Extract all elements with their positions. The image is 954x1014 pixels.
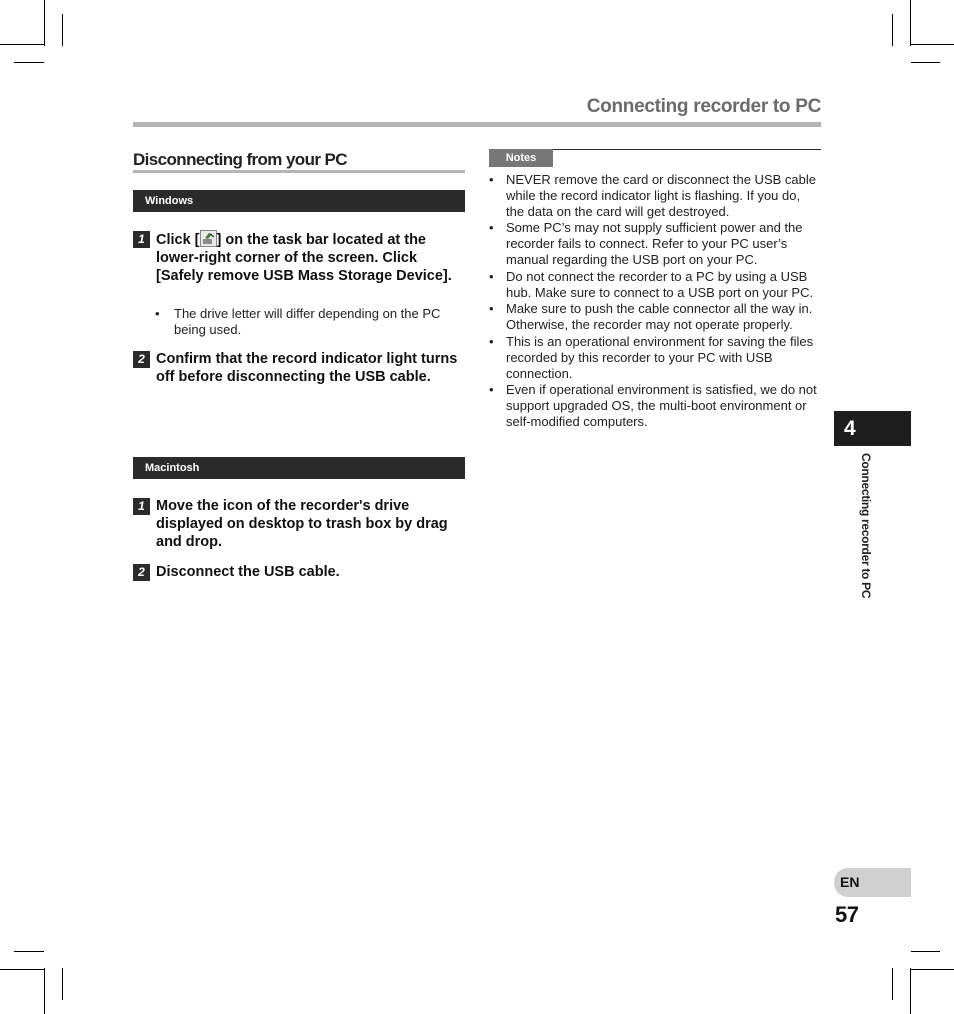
note-item: • Make sure to push the cable connector all the way in. Otherwise, the recorder may not operate properly.: [489, 301, 813, 333]
page-number: 57: [835, 902, 859, 927]
step-number: 1: [133, 498, 150, 515]
chapter-side-label: Connecting recorder to PC: [859, 453, 873, 599]
macintosh-step-1: [133, 497, 465, 551]
macintosh-heading: Macintosh: [133, 457, 465, 479]
page-header-title: Connecting recorder to PC: [586, 96, 821, 117]
notes-list: [489, 172, 821, 431]
windows-heading: Windows: [133, 190, 465, 212]
macintosh-step-2: [133, 563, 465, 581]
windows-step-2: [133, 350, 465, 386]
header-rule: [133, 122, 821, 127]
notes-label: Notes: [489, 149, 553, 167]
step-number: 2: [133, 564, 150, 581]
chapter-tab: 4: [834, 411, 911, 446]
note-item: • Some PC’s may not supply sufficient power and the recorder fails to connect. Refer to your PC user’s manual regarding the USB port on your PC.: [489, 220, 803, 267]
windows-step-1-note: • The drive letter will differ depending on the PC being used.: [155, 306, 441, 337]
step-number: 2: [133, 351, 150, 368]
note-item: • Do not connect the recorder to a PC by using a USB hub. Make sure to connect to a USB port on your PC.: [489, 268, 814, 300]
note-item: • NEVER remove the card or disconnect the USB cable while the record indicator light is flashing. If you do, the data on the card will get destroyed.: [489, 172, 816, 219]
notes-rule: [553, 149, 821, 150]
note-item: • Even if operational environment is satisfied, we do not support upgraded OS, the multi-boot environment or self-modified computers.: [489, 382, 817, 429]
windows-step-1: [133, 230, 465, 285]
step-text: Confirm that the record indicator light turns off before disconnecting the USB cable.: [156, 351, 458, 385]
section-rule: [133, 170, 465, 173]
step-text: Disconnect the USB cable.: [156, 564, 340, 580]
step-text: Move the icon of the recorder's drive displayed on desktop to trash box by drag and drop.: [156, 498, 448, 550]
language-tab: EN: [834, 868, 911, 897]
section-title: Disconnecting from your PC: [133, 150, 347, 169]
step-text: Click [ ] on the task bar located at the lower-right corner of the screen. Click [Safely remove USB Mass Storage Device].: [156, 232, 452, 284]
safely-remove-hardware-icon: [200, 230, 217, 247]
step-number: 1: [133, 231, 150, 248]
note-item: • This is an operational environment for saving the files recorded by this recorder to your PC with USB connection.: [489, 333, 814, 381]
